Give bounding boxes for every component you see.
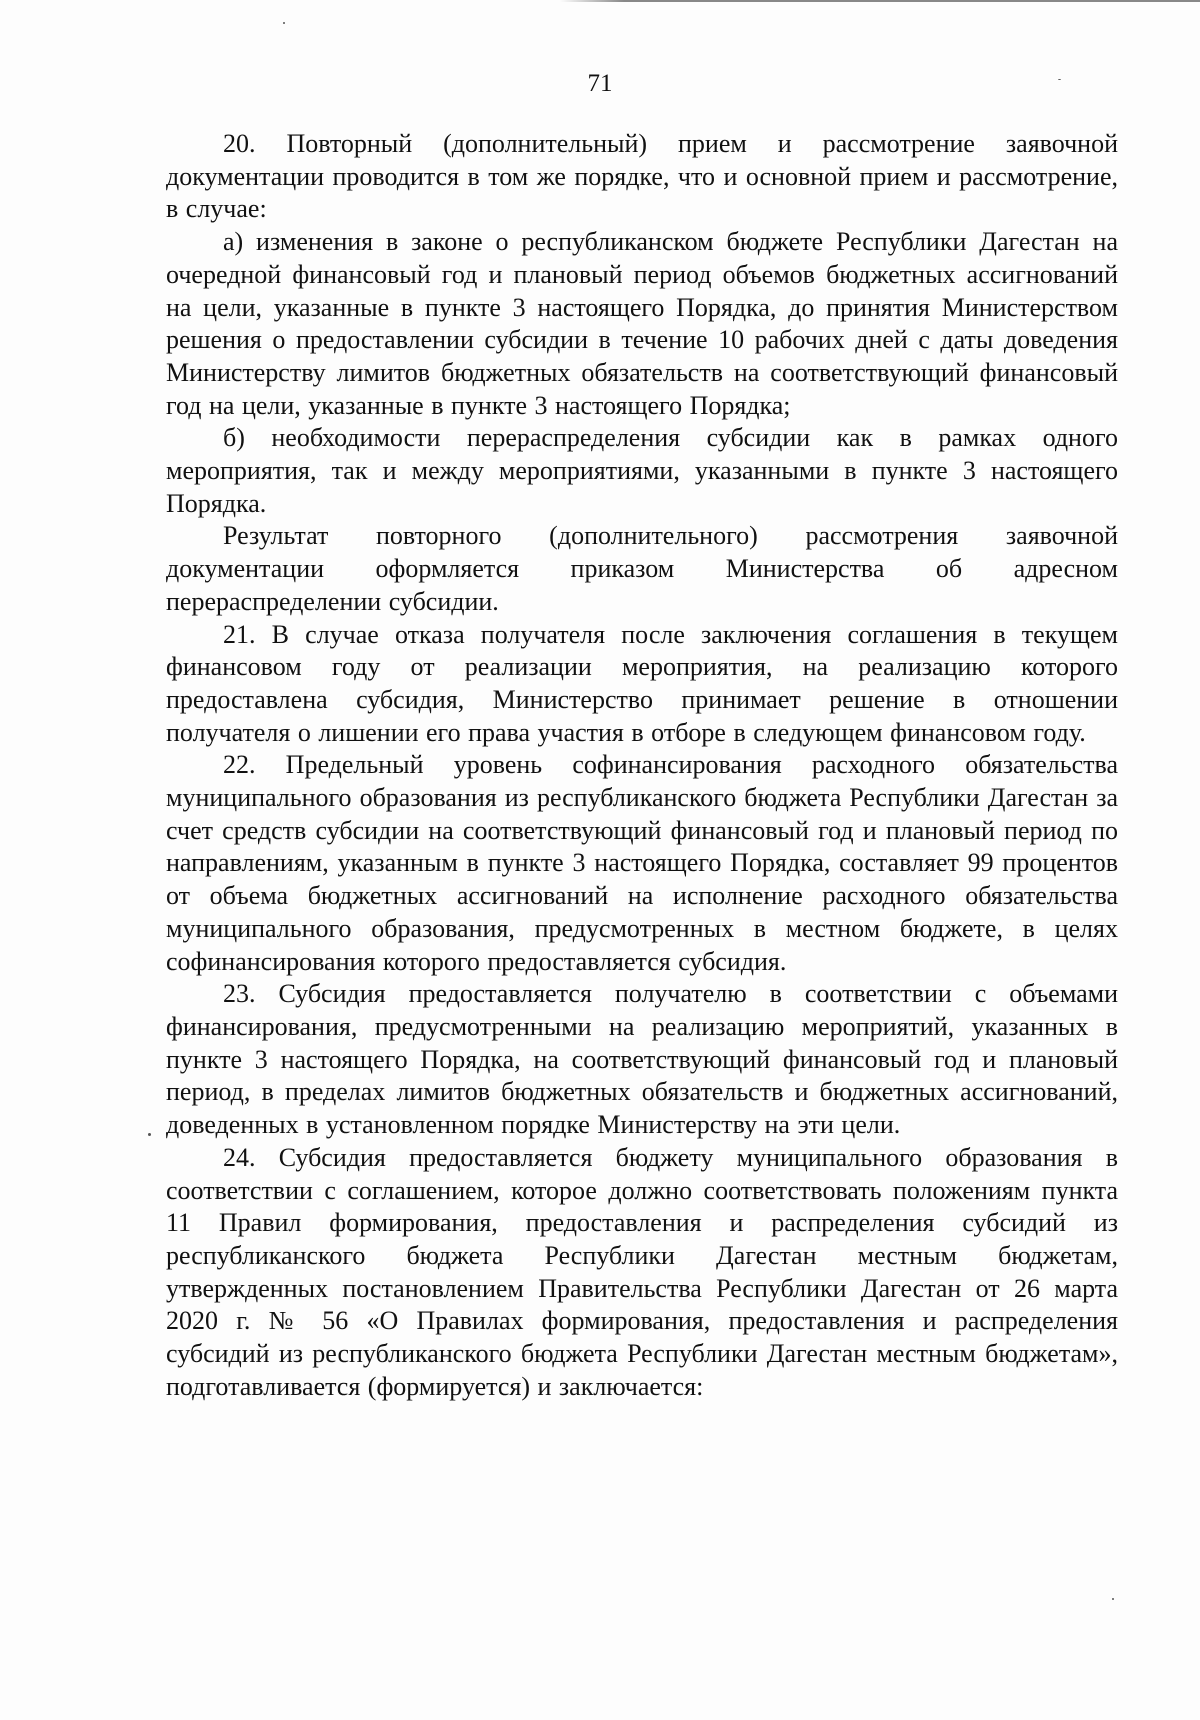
paragraph-22: 22. Предельный уровень софинансирования расходного обязательства муниципального образования из республиканского бюджета Республики Дагестан за счет средств субсидии на соответствующий финансовый год и плановый период по направлениям, указанным в пункте 3 настоящего Порядка, составляет 99 процентов от объема бюджетных ассигнований на исполнение расходного обязательства муниципального образования, предусмотренных в местном бюджете, в целях софинансирования которого предоставляется субсидия. [166,750,1118,976]
document-body [166,128,1118,1403]
subparagraph-a: а) изменения в законе о республиканском бюджете Республики Дагестан на очередной финансовый год и плановый период объемов бюджетных ассигнований на цели, указанные в пункте 3 настоящего Порядка, до принятия Министерством решения о предоставлении субсидии в течение 10 рабочих дней с даты доведения Министерству лимитов бюджетных обязательств на соответствующий финансовый год на цели, указанные в пункте 3 настоящего Порядка; [166,227,1118,420]
paragraph-24: 24. Субсидия предоставляется бюджету муниципального образования в соответствии с соглашением, которое должно соответствовать положениям пункта 11 Правил формирования, предоставления и распределения субсидий из республиканского бюджета Республики Дагестан местным бюджетам, утвержденных постановлением Правительства Республики Дагестан от 26 марта 2020 г. № 56 «О Правилах формирования, предоставления и распределения субсидий из республиканского бюджета Республики Дагестан местным бюджетам», подготавливается (формируется) и заключается: [166,1142,1118,1401]
subparagraph-b: б) необходимости перераспределения субсидии как в рамках одного мероприятия, так и между мероприятиями, указанными в пункте 3 настоящего Порядка. [166,423,1118,518]
scan-speck [148,1133,151,1136]
paragraph-23: 23. Субсидия предоставляется получателю в соответствии с объемами финансирования, предусмотренными на реализацию мероприятий, указанных в пункте 3 настоящего Порядка, на соответствующий финансовый год и плановый период, в пределах лимитов бюджетных обязательств и бюджетных ассигнований, доведенных в установленном порядке Министерству на эти цели. [166,979,1118,1140]
page-number: 71 [587,70,613,97]
scan-speck [1112,1598,1114,1600]
scan-edge-line [560,0,1200,2]
scan-speck [283,22,285,24]
paragraph-21: 21. В случае отказа получателя после заключения соглашения в текущем финансовом году от реализации мероприятия, на реализацию которого предоставлена субсидия, Министерство принимает решение в отношении получателя о лишении его права участия в отборе в следующем финансовом году. [166,619,1118,747]
paragraph-result: Результат повторного (дополнительного) рассмотрения заявочной документации оформляется приказом Министерства об адресном перераспределении субсидии. [166,521,1118,616]
paragraph-20: 20. Повторный (дополнительный) прием и рассмотрение заявочной документации проводится в том же порядке, что и основной прием и рассмотрение, в случае: [166,129,1118,224]
